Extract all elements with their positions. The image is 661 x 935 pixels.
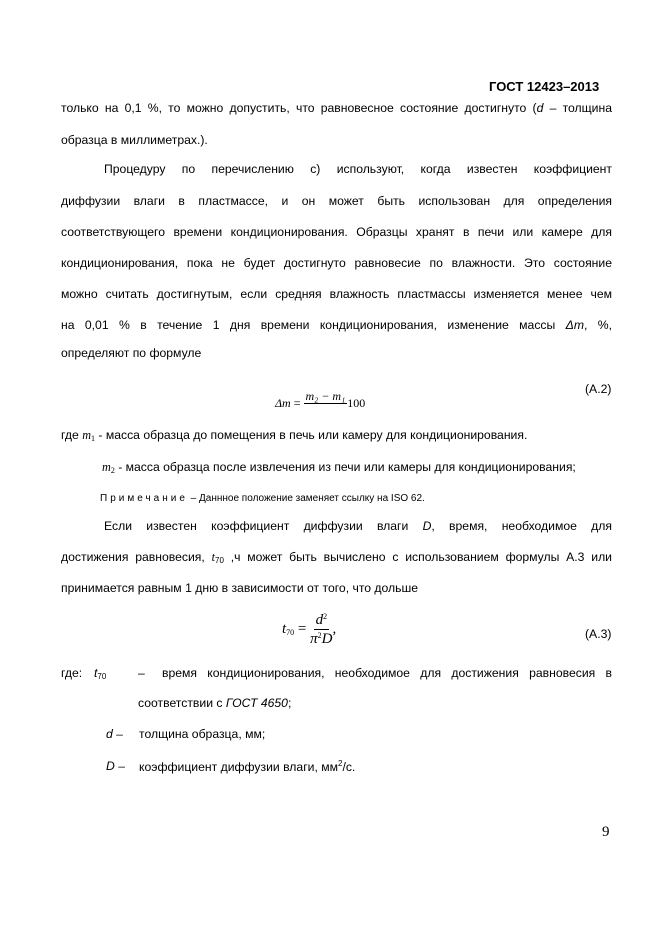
var-m2: m <box>102 460 111 474</box>
note-label: Примечание <box>100 493 188 504</box>
subscript: 70 <box>286 627 295 637</box>
text: /с. <box>342 760 356 774</box>
var-t: t <box>211 550 215 564</box>
formula-a3 <box>282 612 336 647</box>
where-d-text: толщина образца, мм; <box>139 727 266 741</box>
var-d: d <box>536 101 544 115</box>
denominator <box>324 404 327 418</box>
paragraph-3-line-1 <box>104 519 612 533</box>
note-text: – Даннное положение заменяет ссылку на ISO 62. <box>187 493 425 504</box>
paragraph-1-line-1 <box>61 101 612 115</box>
fraction <box>310 612 332 647</box>
pi: π <box>310 630 318 647</box>
paragraph-2-line-3: соответствующего времени кондиционирования. Образцы хранят в печи или камере для <box>61 225 612 239</box>
fraction <box>304 390 348 418</box>
paragraph-1-line-2: образца в миллиметрах.). <box>61 133 208 147</box>
where-t70-text-line-1: время кондиционирования, необходимое для достижения равновесия в <box>162 666 612 680</box>
where-D-symbol: D – <box>106 759 125 773</box>
reference: ГОСТ 4650 <box>225 696 288 710</box>
text: ; <box>287 696 292 710</box>
equals-sign: = <box>297 620 307 637</box>
paragraph-2-line-1: Процедуру по перечислению с) используют, когда известен коэффициент <box>104 162 612 176</box>
paragraph-2-line-2: диффузии влаги в пластмассе, и он может быть использован для определения <box>61 194 612 208</box>
var-D: D <box>422 519 432 533</box>
page-number: 9 <box>602 824 610 840</box>
superscript: 2 <box>337 759 343 768</box>
paragraph-3-line-2 <box>61 550 612 565</box>
where-t70-dash: – <box>138 666 145 680</box>
standard-header: ГОСТ 12423–2013 <box>489 79 600 94</box>
text: только на 0,1 %, то можно допустить, что равновесное состояние достигнуто ( <box>61 101 537 115</box>
text: Если известен коэффициент диффузии влаги <box>104 519 423 533</box>
paragraph-2-line-5: можно считать достигнутым, если средняя влажность пластмассы изменяется менее чем <box>61 287 612 301</box>
formula-lhs: t <box>282 620 287 637</box>
paragraph-2-line-6 <box>61 318 612 332</box>
where-m1 <box>61 428 527 443</box>
text: соответствии с <box>138 696 226 710</box>
paragraph-2-line-7: определяют по формуле <box>61 346 202 360</box>
text: , время, необходимое для <box>431 519 612 533</box>
numerator <box>314 612 330 630</box>
denominator <box>310 630 332 648</box>
subscript: 70 <box>97 672 107 681</box>
text: на 0,01 % в течение 1 дня времени кондиционирования, изменение массы <box>61 318 566 332</box>
where-m2 <box>102 460 576 475</box>
where-lead: где: <box>61 666 83 680</box>
equation-label-a3: (A.3) <box>585 627 612 641</box>
var-m1: m <box>82 428 91 442</box>
note <box>100 493 425 504</box>
superscript: 2 <box>317 630 322 640</box>
text: где <box>61 428 79 442</box>
text: коэффициент диффузии влаги, мм <box>139 760 338 774</box>
text: – толщина <box>543 101 612 115</box>
superscript: 2 <box>323 612 328 621</box>
var-t: t <box>94 666 98 680</box>
comma: , <box>332 620 337 637</box>
subscript: 70 <box>215 556 224 565</box>
var-delta-m: Δm <box>565 318 584 332</box>
where-t70-text-line-2 <box>138 696 291 710</box>
text: - масса образца до помещения в печь или камеру для кондиционирования. <box>95 428 528 442</box>
subscript: 1 <box>91 434 95 443</box>
var-D: D <box>321 630 333 647</box>
where-D-text <box>139 759 355 774</box>
where-t70-symbol <box>94 666 106 681</box>
equation-label-a2: (A.2) <box>585 382 612 396</box>
formula-a2 <box>275 390 365 418</box>
text: ,ч может быть вычислено с использованием формулы А.3 или <box>223 550 612 564</box>
text: достижения равновесия, <box>61 550 212 564</box>
paragraph-2-line-4: кондиционирования, пока не будет достигнуто равновесие по влажности. Это состояние <box>61 256 612 270</box>
subscript: 2 <box>110 466 115 475</box>
var-d: d <box>315 612 324 628</box>
multiplier: 100 <box>347 395 366 410</box>
numerator: m₂ − m₁ <box>305 389 346 403</box>
paragraph-3-line-3: принимается равным 1 дню в зависимости от того, что дольше <box>61 581 419 595</box>
text: , %, <box>584 318 612 332</box>
formula-lhs: Δm <box>275 395 291 410</box>
where-d-symbol: d – <box>106 727 123 741</box>
equals-sign: = <box>293 395 301 410</box>
text: - масса образца после извлечения из печи или камеры для кондиционирования; <box>114 460 576 474</box>
